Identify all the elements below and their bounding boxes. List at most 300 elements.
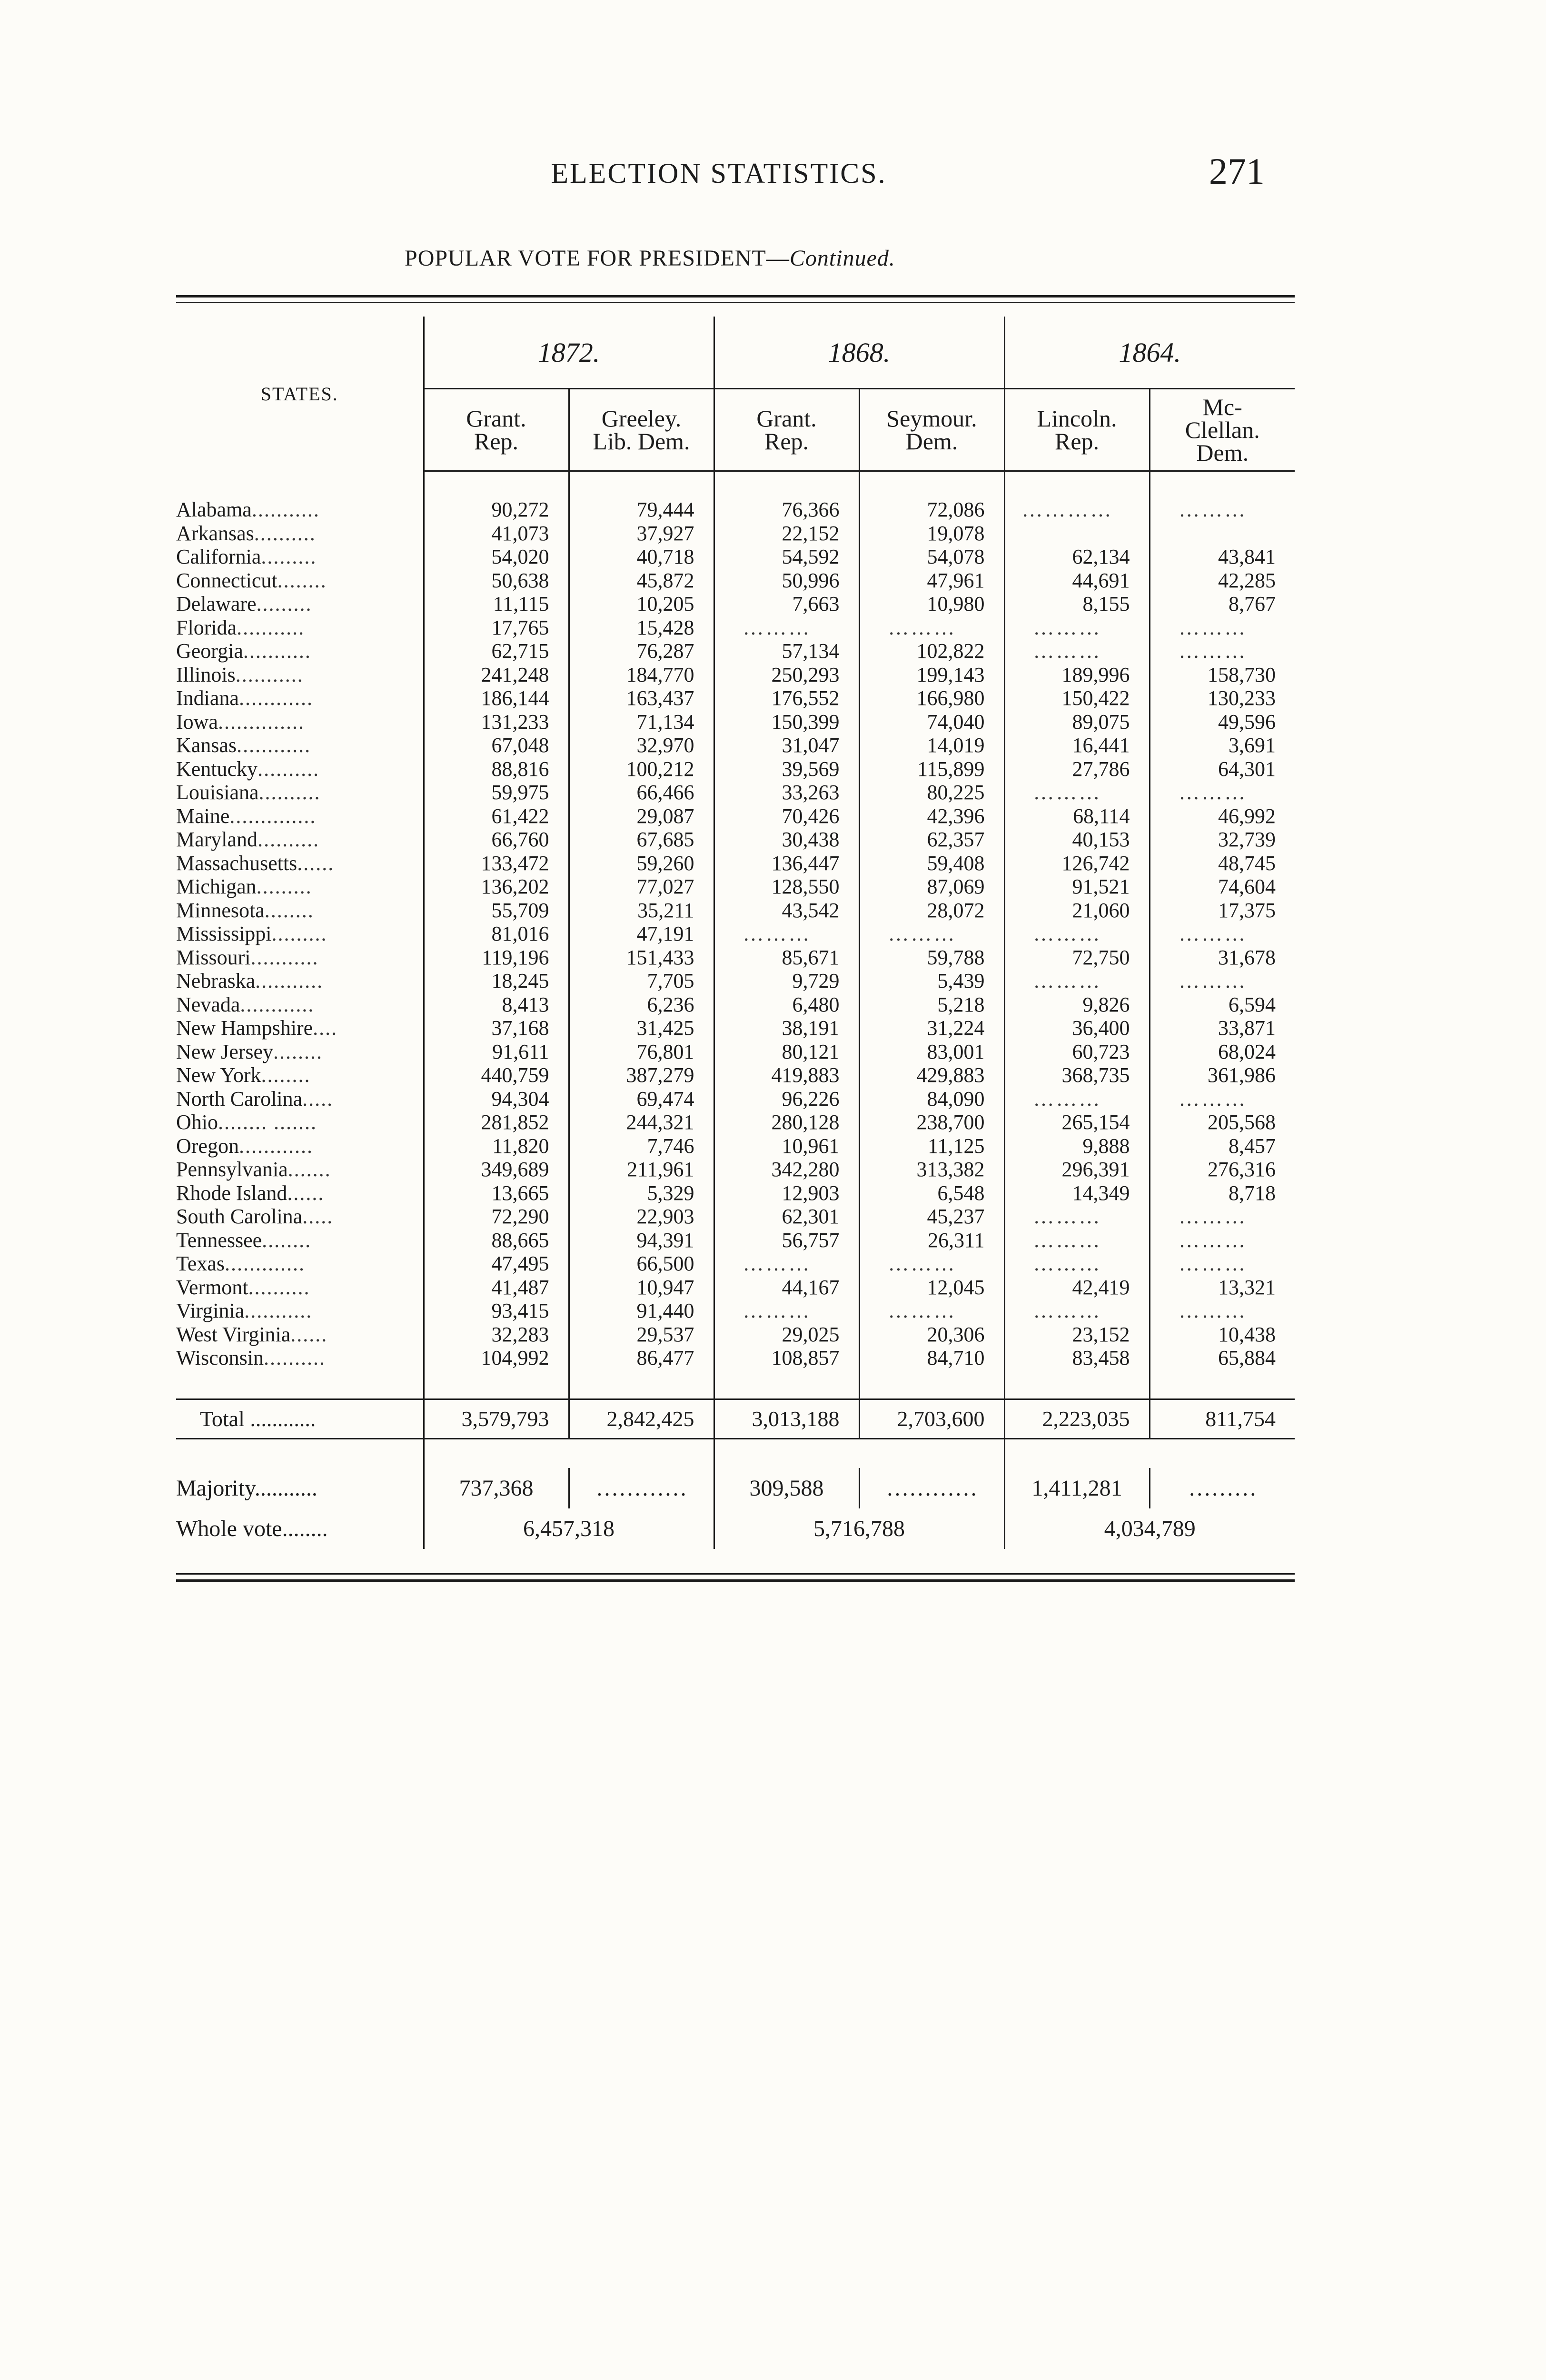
vote-cell: 133,472 [424, 852, 569, 875]
vote-cell: 62,134 [1004, 545, 1150, 569]
vote-cell: 93,415 [424, 1299, 569, 1323]
vote-cell: 6,236 [569, 993, 714, 1017]
majority-value: 737,368 [424, 1468, 569, 1508]
state-name: Maine [176, 804, 230, 828]
candidate-name: Grant. [466, 405, 526, 432]
year-1872-header: 1872. [424, 317, 714, 389]
vote-cell: 56,757 [714, 1229, 859, 1252]
state-name: California [176, 545, 261, 568]
state-name: Georgia [176, 639, 243, 663]
vote-cell: ……… [1150, 1252, 1295, 1276]
state-name: Virginia [176, 1299, 245, 1322]
vote-cell: 119,196 [424, 946, 569, 970]
vote-cell: 8,457 [1150, 1134, 1295, 1158]
table-row [176, 875, 1295, 899]
state-name: Texas [176, 1252, 225, 1275]
leader-dots: ........... [255, 969, 324, 992]
total-value: 2,842,425 [569, 1399, 714, 1438]
vote-cell: 43,841 [1150, 545, 1295, 569]
vote-cell: 23,152 [1004, 1323, 1150, 1347]
state-name: Ohio [176, 1111, 218, 1134]
vote-cell: 88,665 [424, 1229, 569, 1252]
vote-cell: 361,986 [1150, 1063, 1295, 1087]
vote-cell: 47,495 [424, 1252, 569, 1276]
vote-cell: 6,480 [714, 993, 859, 1017]
leader-dots: .............. [218, 710, 305, 734]
vote-cell: 13,665 [424, 1181, 569, 1205]
state-name-cell [176, 592, 424, 616]
vote-cell: 244,321 [569, 1111, 714, 1134]
state-name-cell [176, 1205, 424, 1229]
vote-cell: ……… [859, 922, 1004, 946]
state-name: South Carolina [176, 1205, 303, 1228]
state-name-cell [176, 1134, 424, 1158]
vote-cell: ……… [1004, 969, 1150, 993]
vote-cell: 184,770 [569, 663, 714, 687]
vote-cell [1004, 522, 1150, 545]
table-row [176, 828, 1295, 852]
state-name: Illinois [176, 663, 236, 686]
vote-cell: 211,961 [569, 1158, 714, 1181]
state-name-cell [176, 1299, 424, 1323]
vote-cell: 50,638 [424, 569, 569, 593]
vote-cell: 48,745 [1150, 852, 1295, 875]
leader-dots: ......... [256, 592, 312, 615]
vote-cell: ……… [1150, 1087, 1295, 1111]
vote-cell: 62,715 [424, 639, 569, 663]
vote-cell: 91,611 [424, 1040, 569, 1064]
vote-cell: 61,422 [424, 804, 569, 828]
state-name: Vermont [176, 1275, 248, 1299]
vote-cell: 72,086 [859, 498, 1004, 522]
state-name-cell [176, 1323, 424, 1347]
table-row [176, 545, 1295, 569]
leader-dots: ........ [277, 568, 327, 592]
vote-cell: 74,040 [859, 710, 1004, 734]
vote-cell: 30,438 [714, 828, 859, 852]
vote-cell: 40,718 [569, 545, 714, 569]
vote-cell: 150,399 [714, 710, 859, 734]
vote-cell: 18,245 [424, 969, 569, 993]
vote-cell: 158,730 [1150, 663, 1295, 687]
vote-cell: ……… [1150, 1229, 1295, 1252]
state-name-cell [176, 1111, 424, 1134]
total-spacer [176, 1370, 1295, 1399]
vote-cell: 9,729 [714, 969, 859, 993]
candidate-party: Rep. [474, 428, 519, 455]
vote-cell: ……… [859, 616, 1004, 640]
whole-vote-value: 6,457,318 [424, 1508, 714, 1549]
vote-cell: 313,382 [859, 1158, 1004, 1181]
vote-cell: 86,477 [569, 1346, 714, 1370]
vote-cell: 151,433 [569, 946, 714, 970]
leader-dots: ..... [302, 1205, 334, 1228]
vote-cell: 66,760 [424, 828, 569, 852]
table-row [176, 1181, 1295, 1205]
state-name-cell [176, 875, 424, 899]
vote-cell: 440,759 [424, 1063, 569, 1087]
vote-cell: ……… [1004, 1229, 1150, 1252]
vote-cell: 59,260 [569, 852, 714, 875]
vote-cell: 45,872 [569, 569, 714, 593]
leader-dots: .......... [248, 1275, 310, 1299]
whole-vote-value: 4,034,789 [1004, 1508, 1295, 1549]
majority-spacer [176, 1438, 1295, 1468]
state-name: Massachusetts [176, 851, 297, 875]
total-label-text: Total [200, 1406, 245, 1431]
year-header-row [176, 317, 1295, 389]
leader-dots: ........... [235, 663, 304, 686]
states-column-header: STATES. [260, 383, 338, 405]
state-name-cell [176, 946, 424, 970]
state-name: Iowa [176, 710, 218, 734]
total-value: 2,223,035 [1004, 1399, 1150, 1438]
vote-cell: 8,155 [1004, 592, 1150, 616]
table-row [176, 1063, 1295, 1087]
vote-cell: 66,466 [569, 781, 714, 804]
vote-cell: 42,396 [859, 804, 1004, 828]
state-name-cell [176, 757, 424, 781]
vote-cell: ……… [1004, 1087, 1150, 1111]
vote-cell: 87,069 [859, 875, 1004, 899]
vote-cell: 21,060 [1004, 899, 1150, 922]
vote-cell: 38,191 [714, 1016, 859, 1040]
vote-cell: 128,550 [714, 875, 859, 899]
vote-cell: 42,419 [1004, 1276, 1150, 1299]
vote-cell: 59,788 [859, 946, 1004, 970]
whole-vote-label [176, 1508, 424, 1549]
vote-cell: 387,279 [569, 1063, 714, 1087]
state-name-cell [176, 639, 424, 663]
vote-cell: 5,329 [569, 1181, 714, 1205]
vote-cell: 26,311 [859, 1229, 1004, 1252]
vote-cell: ……… [1150, 1205, 1295, 1229]
vote-cell: 22,903 [569, 1205, 714, 1229]
candidate-name: Greeley. [601, 405, 682, 432]
vote-cell: 9,826 [1004, 993, 1150, 1017]
vote-cell: 115,899 [859, 757, 1004, 781]
vote-cell: 5,218 [859, 993, 1004, 1017]
state-name: Nevada [176, 992, 240, 1016]
leader-dots: .......... [254, 521, 316, 545]
page-heading: ELECTION STATISTICS. [551, 158, 887, 189]
candidate-name: Mc- [1202, 394, 1242, 420]
candidate-party: Clellan. [1185, 416, 1260, 443]
state-name: Michigan [176, 875, 257, 898]
vote-cell: 8,718 [1150, 1181, 1295, 1205]
vote-cell: 35,211 [569, 899, 714, 922]
vote-cell: 296,391 [1004, 1158, 1150, 1181]
vote-cell: 100,212 [569, 757, 714, 781]
state-name-cell [176, 1346, 424, 1370]
leader-dots: .......... [258, 828, 320, 851]
vote-cell: 7,663 [714, 592, 859, 616]
leader-dots: ...... [297, 851, 335, 875]
state-name-cell [176, 498, 424, 522]
table-row [176, 852, 1295, 875]
vote-cell: 29,537 [569, 1323, 714, 1347]
vote-cell: 10,947 [569, 1276, 714, 1299]
vote-cell: 94,391 [569, 1229, 714, 1252]
vote-cell: ……… [859, 1252, 1004, 1276]
leader-dots: .......... [258, 781, 321, 804]
vote-cell: 368,735 [1004, 1063, 1150, 1087]
total-value: 2,703,600 [859, 1399, 1004, 1438]
vote-cell: 11,125 [859, 1134, 1004, 1158]
vote-cell: 349,689 [424, 1158, 569, 1181]
vote-cell: ……… [1150, 616, 1295, 640]
vote-cell: 136,202 [424, 875, 569, 899]
state-name-cell [176, 852, 424, 875]
majority-label [176, 1468, 424, 1508]
leader-dots: ...... [287, 1181, 325, 1205]
state-name-cell [176, 1229, 424, 1252]
leader-dots: ..... [302, 1087, 334, 1111]
candidate-party: Rep. [764, 428, 809, 455]
state-name-cell [176, 1063, 424, 1087]
vote-cell: 85,671 [714, 946, 859, 970]
vote-cell: 11,115 [424, 592, 569, 616]
vote-cell: 186,144 [424, 686, 569, 710]
vote-cell: 54,078 [859, 545, 1004, 569]
candidate-header [714, 389, 859, 471]
state-name-cell [176, 710, 424, 734]
whole-vote-label-text: Whole vote [176, 1516, 282, 1541]
table-row [176, 686, 1295, 710]
top-rule-thin [176, 302, 1295, 303]
vote-cell: 13,321 [1150, 1276, 1295, 1299]
table-row [176, 946, 1295, 970]
state-name: Missouri [176, 945, 251, 969]
state-name: Kansas [176, 734, 237, 757]
vote-cell: 20,306 [859, 1323, 1004, 1347]
vote-cell: 7,746 [569, 1134, 714, 1158]
candidate-name: Lincoln. [1037, 405, 1117, 432]
vote-cell: 8,767 [1150, 592, 1295, 616]
vote-cell: ……… [714, 616, 859, 640]
table-row [176, 781, 1295, 804]
table-row [176, 1040, 1295, 1064]
vote-cell: 126,742 [1004, 852, 1150, 875]
vote-cell: ……… [714, 1299, 859, 1323]
state-name: Kentucky [176, 757, 258, 781]
vote-cell: 10,205 [569, 592, 714, 616]
table-title-main: POPULAR VOTE FOR PRESIDENT— [405, 246, 790, 271]
candidate-header [424, 389, 569, 471]
leader-dots: ........ [264, 898, 314, 922]
state-name-cell [176, 781, 424, 804]
state-name-cell [176, 545, 424, 569]
vote-cell: 189,996 [1004, 663, 1150, 687]
vote-cell: 108,857 [714, 1346, 859, 1370]
vote-cell: 419,883 [714, 1063, 859, 1087]
vote-cell: 69,474 [569, 1087, 714, 1111]
whole-vote-value: 5,716,788 [714, 1508, 1004, 1549]
vote-cell: ……… [714, 922, 859, 946]
total-value: 811,754 [1150, 1399, 1295, 1438]
state-rows [176, 498, 1295, 1370]
state-name-cell [176, 1252, 424, 1276]
vote-cell: 31,425 [569, 1016, 714, 1040]
table-row [176, 522, 1295, 545]
vote-cell: 150,422 [1004, 686, 1150, 710]
vote-cell: 71,134 [569, 710, 714, 734]
candidate-header [569, 389, 714, 471]
vote-cell: 76,287 [569, 639, 714, 663]
vote-cell: 80,121 [714, 1040, 859, 1064]
vote-cell: 44,691 [1004, 569, 1150, 593]
state-name: North Carolina [176, 1087, 303, 1111]
vote-cell: 57,134 [714, 639, 859, 663]
table-title [405, 245, 1071, 271]
vote-cell: 31,224 [859, 1016, 1004, 1040]
vote-cell: 33,263 [714, 781, 859, 804]
vote-cell [1150, 522, 1295, 545]
state-name: Indiana [176, 686, 239, 710]
candidate-name: Grant. [756, 405, 817, 432]
vote-cell: 130,233 [1150, 686, 1295, 710]
vote-cell: 55,709 [424, 899, 569, 922]
state-name-cell [176, 993, 424, 1017]
table-row [176, 710, 1295, 734]
vote-cell: 27,786 [1004, 757, 1150, 781]
vote-cell: 89,075 [1004, 710, 1150, 734]
vote-cell: 42,285 [1150, 569, 1295, 593]
vote-cell: 17,765 [424, 616, 569, 640]
vote-cell: 32,970 [569, 734, 714, 757]
vote-cell: 65,884 [1150, 1346, 1295, 1370]
vote-cell: ……… [1150, 969, 1295, 993]
table-row [176, 1134, 1295, 1158]
vote-cell: 88,816 [424, 757, 569, 781]
state-name: Louisiana [176, 781, 259, 804]
whole-vote-row [176, 1508, 1295, 1549]
state-name-cell [176, 616, 424, 640]
vote-cell: 54,592 [714, 545, 859, 569]
vote-cell: ……… [1150, 1299, 1295, 1323]
vote-cell: 12,045 [859, 1276, 1004, 1299]
vote-cell: 29,087 [569, 804, 714, 828]
leader-dots: ............ [237, 734, 311, 757]
vote-cell: 199,143 [859, 663, 1004, 687]
state-name: New Hampshire [176, 1016, 313, 1040]
table-row [176, 616, 1295, 640]
year-1868-header: 1868. [714, 317, 1004, 389]
vote-cell: ……… [1150, 639, 1295, 663]
vote-cell: 59,408 [859, 852, 1004, 875]
leader-dots: ........... [250, 945, 319, 969]
candidate-party: Rep. [1054, 428, 1100, 455]
vote-cell: 15,428 [569, 616, 714, 640]
table-row [176, 1087, 1295, 1111]
vote-cell: ……… [1004, 1252, 1150, 1276]
vote-cell: 43,542 [714, 899, 859, 922]
vote-cell: 166,980 [859, 686, 1004, 710]
vote-cell: 205,568 [1150, 1111, 1295, 1134]
vote-cell: 28,072 [859, 899, 1004, 922]
vote-cell: 49,596 [1150, 710, 1295, 734]
vote-cell: 54,020 [424, 545, 569, 569]
vote-cell: 60,723 [1004, 1040, 1150, 1064]
vote-cell: 14,019 [859, 734, 1004, 757]
state-name-cell [176, 969, 424, 993]
vote-cell: 68,114 [1004, 804, 1150, 828]
table-row [176, 993, 1295, 1017]
vote-cell: 32,283 [424, 1323, 569, 1347]
state-name-cell [176, 828, 424, 852]
table-row [176, 734, 1295, 757]
vote-cell: 280,128 [714, 1111, 859, 1134]
vote-cell: 12,903 [714, 1181, 859, 1205]
leader-dots: ....... [287, 1158, 331, 1181]
candidate-party: Lib. Dem. [593, 428, 690, 455]
vote-cell: 31,047 [714, 734, 859, 757]
vote-cell: 41,487 [424, 1276, 569, 1299]
state-name-cell [176, 899, 424, 922]
vote-cell: 74,604 [1150, 875, 1295, 899]
state-name: Arkansas [176, 521, 254, 545]
vote-cell: 83,001 [859, 1040, 1004, 1064]
vote-cell: 10,961 [714, 1134, 859, 1158]
vote-cell: 136,447 [714, 852, 859, 875]
top-rule [176, 295, 1295, 298]
bottom-rule-thick [176, 1579, 1295, 1582]
vote-cell: 104,992 [424, 1346, 569, 1370]
vote-cell: 11,820 [424, 1134, 569, 1158]
state-name: Mississippi [176, 922, 272, 945]
leader-dots: ........... [237, 615, 305, 639]
vote-cell: 429,883 [859, 1063, 1004, 1087]
vote-cell: ……… [1004, 1205, 1150, 1229]
vote-cell: 47,961 [859, 569, 1004, 593]
vote-cell: 68,024 [1150, 1040, 1295, 1064]
table-row [176, 569, 1295, 593]
vote-cell: 67,685 [569, 828, 714, 852]
state-name: Nebraska [176, 969, 256, 992]
state-name: West Virginia [176, 1322, 291, 1346]
vote-cell: 62,301 [714, 1205, 859, 1229]
vote-cell: 36,400 [1004, 1016, 1150, 1040]
vote-cell: 76,366 [714, 498, 859, 522]
leader-dots: ............ [238, 1134, 313, 1158]
vote-cell: 3,691 [1150, 734, 1295, 757]
leader-dots: .... [313, 1016, 338, 1040]
vote-cell: 17,375 [1150, 899, 1295, 922]
year-1864-header: 1864. [1004, 317, 1295, 389]
vote-cell: ……… [1004, 1299, 1150, 1323]
leader-dots: ........ ....... [218, 1111, 317, 1134]
table-row [176, 922, 1295, 946]
state-name: Wisconsin [176, 1346, 264, 1369]
vote-cell: 91,521 [1004, 875, 1150, 899]
majority-label-text: Majority [176, 1475, 255, 1501]
vote-cell: 22,152 [714, 522, 859, 545]
vote-cell: 66,500 [569, 1252, 714, 1276]
state-name: Alabama [176, 498, 252, 521]
state-name-cell [176, 522, 424, 545]
table-row [176, 1229, 1295, 1252]
vote-cell: 16,441 [1004, 734, 1150, 757]
vote-cell: 37,168 [424, 1016, 569, 1040]
state-name-cell [176, 1276, 424, 1299]
state-name: Florida [176, 615, 237, 639]
leader-dots: ........ [273, 1040, 323, 1063]
table-row [176, 1276, 1295, 1299]
table-row [176, 1323, 1295, 1347]
vote-cell: 6,594 [1150, 993, 1295, 1017]
vote-cell: ……… [714, 1252, 859, 1276]
table-title-continued: Continued. [789, 246, 895, 271]
